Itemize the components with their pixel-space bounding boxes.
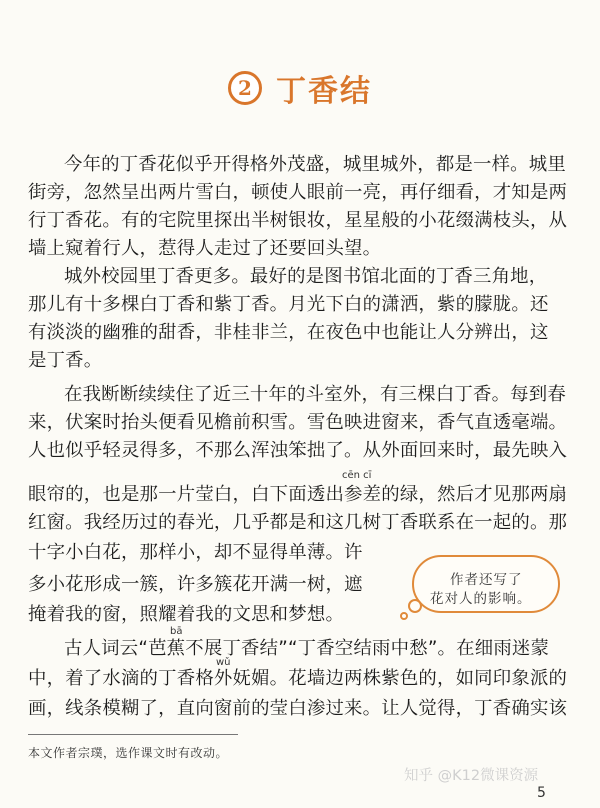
lesson-title-text: 丁香结 xyxy=(276,74,372,109)
page-number: 5 xyxy=(537,785,546,801)
body-line: 人也似乎轻灵得多，不那么浑浊笨拙了。从外面回来时，最先映入 xyxy=(28,440,568,461)
body-line: 有淡淡的幽雅的甜香，非桂非兰，在夜色中也能让人分辨出，这 xyxy=(28,322,549,343)
bubble-line: 花对人的影响。 xyxy=(430,591,532,607)
body-line: 那儿有十多棵白丁香和紫丁香。月光下白的潇洒，紫的朦胧。还 xyxy=(28,294,549,315)
thought-bubble-tail-small xyxy=(400,612,408,620)
body-line: 来，伏案时抬头便看见檐前积雪。雪色映进窗来，香气直透毫端。 xyxy=(28,412,568,433)
body-line: 古人词云“芭蕉不展丁香结”“丁香空结雨中愁”。在细雨迷蒙 xyxy=(64,638,550,659)
body-line: 中，着了水滴的丁香格外妩媚。花墙边两株紫色的，如同印象派的 xyxy=(28,668,568,689)
pinyin-cenci: cēn cī xyxy=(342,470,372,481)
body-line: 十字小白花，那样小，却不显得单薄。许 xyxy=(28,542,363,563)
lesson-number-badge: 2 xyxy=(228,71,262,105)
body-line: 墙上窥着行人，惹得人走过了还要回头望。 xyxy=(28,238,382,259)
watermark: 知乎 @K12微课资源 xyxy=(404,768,539,784)
lesson-title xyxy=(0,66,600,110)
body-line: 在我断断续续住了近三十年的斗室外，有三棵白丁香。每到春 xyxy=(64,384,566,405)
body-line: 街旁，忽然呈出两片雪白，顿使人眼前一亮，再仔细看，才知是两 xyxy=(28,182,568,203)
body-line: 画，线条模糊了，直向窗前的莹白渗过来。让人觉得，丁香确实该 xyxy=(28,698,568,719)
body-line: 掩着我的窗，照耀着我的文思和梦想。 xyxy=(28,604,345,625)
body-line: 多小花形成一簇，许多簇花开满一树，遮 xyxy=(28,574,363,595)
body-line: 行丁香花。有的宅院里探出半树银妆，星星般的小花缀满枝头，从 xyxy=(28,210,568,231)
pinyin-wu: wǔ xyxy=(216,657,231,668)
body-line: 红窗。我经历过的春光，几乎都是和这几树丁香联系在一起的。那 xyxy=(28,512,568,533)
body-line: 眼帘的，也是那一片莹白，白下面透出参差的绿，然后才见那两扇 xyxy=(28,484,568,505)
body-line: 城外校园里丁香更多。最好的是图书馆北面的丁香三角地， xyxy=(64,266,548,287)
footnote: 本文作者宗璞，选作课文时有改动。 xyxy=(28,746,229,760)
pinyin-ba: bā xyxy=(170,626,183,637)
thought-bubble-tail xyxy=(408,599,422,613)
footnote-divider xyxy=(28,734,238,735)
body-line: 今年的丁香花似乎开得格外茂盛，城里城外，都是一样。城里 xyxy=(64,154,566,175)
body-line: 是丁香。 xyxy=(28,350,103,371)
bubble-line: 作者还写了 xyxy=(450,572,523,588)
